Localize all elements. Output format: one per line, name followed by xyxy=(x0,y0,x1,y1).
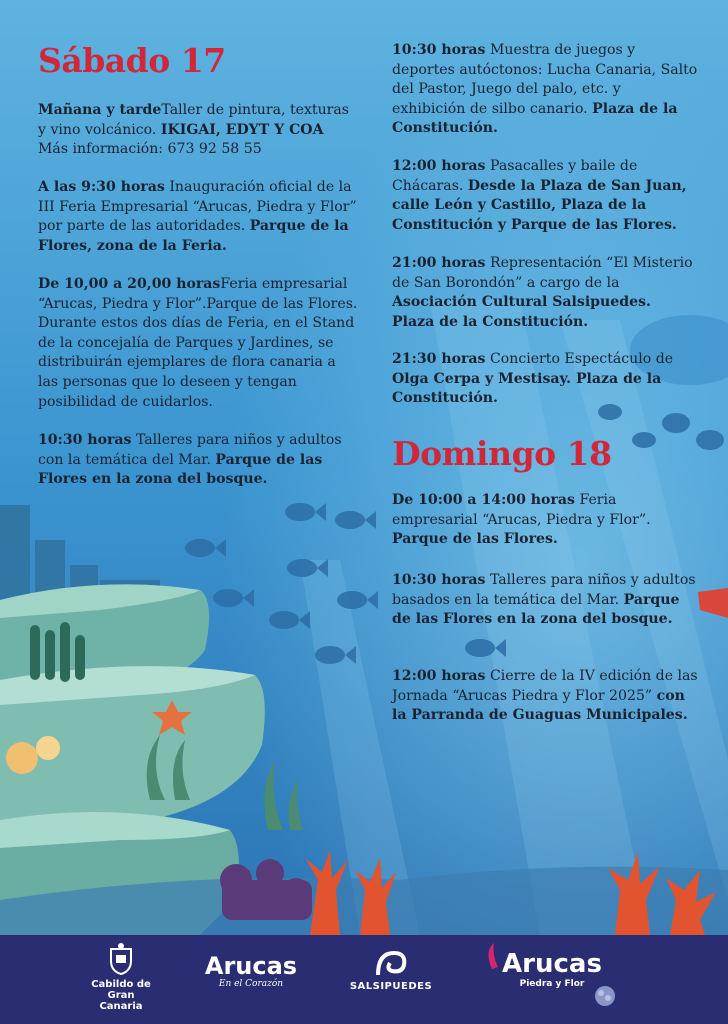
event-text: Muestra de juegos y deportes autóctonos: Lucha Canaria, Salto del Pastor, Juego del palo, etc. y exhibición de silbo canario. xyxy=(392,42,698,117)
event-item xyxy=(392,491,698,550)
event-place: Olga Cerpa y Mestisay. Plaza de la Constitución. xyxy=(392,370,662,407)
event-extra: Más información: 673 92 58 55 xyxy=(38,141,262,158)
event-place: Parque de la Flores, zona de la Feria. xyxy=(38,218,349,254)
event-text: Talleres para niños y adultos con la temática del Mar. xyxy=(38,432,342,468)
event-place: Parque de las Flores en la zona del bosque. xyxy=(392,591,680,628)
coat-of-arms-icon xyxy=(108,943,134,975)
event-item xyxy=(38,275,358,412)
event-text: Inauguración oficial de la III Feria Empresarial “Arucas, Piedra y Flor” por parte de las autoridades. xyxy=(38,179,357,235)
event-item xyxy=(392,667,698,726)
event-time: 10:30 horas xyxy=(392,572,486,588)
arucas-piedra-flor-logo xyxy=(482,941,622,989)
event-text: Concierto Espectáculo de xyxy=(489,351,674,367)
event-text: Feria empresarial “Arucas, Piedra y Flor”.Parque de las Flores. Durante estos dos días de Feria, en el Stand de la concejalía de Parques y Jardines, se distribuirán ejemplares de flora canaria a las personas que lo deseen y tengan posibilidad de cuidarlos. xyxy=(38,276,358,410)
event-time: 10:30 horas xyxy=(392,42,486,58)
event-item xyxy=(392,571,698,630)
event-item xyxy=(38,178,358,256)
event-text: Cierre de la IV edición de las Jornada “Arucas Piedra y Flor 2025” xyxy=(392,668,698,704)
arucas-logo-text: Arucas xyxy=(204,952,298,980)
event-time: A las 9:30 horas xyxy=(38,179,165,195)
cabildo-label: Cabildo de Gran Canaria xyxy=(91,979,151,1012)
event-item xyxy=(392,157,698,235)
event-text: Representación “El Misterio de San Borondón” a cargo de la xyxy=(392,255,693,291)
event-place: Desde la Plaza de San Juan, calle León y Castillo, Plaza de la Constitución y Parque de las Flores. xyxy=(392,177,687,233)
arucas-logo-subtext: En el Corazón xyxy=(218,979,284,989)
sponsor-footer xyxy=(0,935,728,1024)
arucas-corazon-logo xyxy=(196,953,306,989)
sunday-title: Domingo 18 xyxy=(392,434,612,473)
hydrangea-icon xyxy=(594,985,616,1007)
event-text: Talleres para niños y adultos basados en la temática del Mar. xyxy=(392,572,696,608)
event-time: De 10:00 a 14:00 horas xyxy=(392,492,575,508)
event-time: 21:30 horas xyxy=(392,351,486,367)
event-time: Mañana y tarde xyxy=(38,102,162,118)
event-place: Parque de las Flores. xyxy=(392,531,558,548)
event-place: IKIGAI, EDYT Y COA xyxy=(160,121,324,138)
event-text: Feria empresarial “Arucas, Piedra y Flor”. xyxy=(392,492,651,528)
event-text: Taller de pintura, texturas y vino volcánico. xyxy=(38,102,350,138)
event-item xyxy=(38,431,358,490)
arucas-piedra-logo-text: Arucas xyxy=(502,949,602,979)
event-time: 10:30 horas xyxy=(38,432,132,448)
event-time: 21:00 horas xyxy=(392,255,486,271)
event-item xyxy=(392,254,698,332)
event-place: con la Parranda de Guaguas Municipales. xyxy=(392,687,688,724)
salsipuedes-logo xyxy=(346,949,436,993)
arucas-piedra-logo-subtext: Piedra y Flor xyxy=(519,979,585,989)
flower-icon xyxy=(480,941,510,971)
saturday-title: Sábado 17 xyxy=(38,41,226,80)
event-item xyxy=(392,350,698,409)
wave-icon xyxy=(374,949,408,977)
event-item xyxy=(38,101,358,160)
event-time: 12:00 horas xyxy=(392,668,486,684)
cabildo-logo xyxy=(86,943,156,1012)
event-item xyxy=(392,41,698,139)
salsipuedes-label: SALSIPUEDES xyxy=(349,981,433,992)
event-place: Parque de las Flores en la zona del bosque. xyxy=(38,451,323,488)
event-time: 12:00 horas xyxy=(392,158,486,174)
event-place: Asociación Cultural Salsipuedes. Plaza de la Constitución. xyxy=(392,294,651,330)
event-place: Plaza de la Constitución. xyxy=(392,100,678,137)
event-text: Pasacalles y baile de Chácaras. xyxy=(392,158,638,194)
event-time: De 10,00 a 20,00 horas xyxy=(38,276,221,292)
